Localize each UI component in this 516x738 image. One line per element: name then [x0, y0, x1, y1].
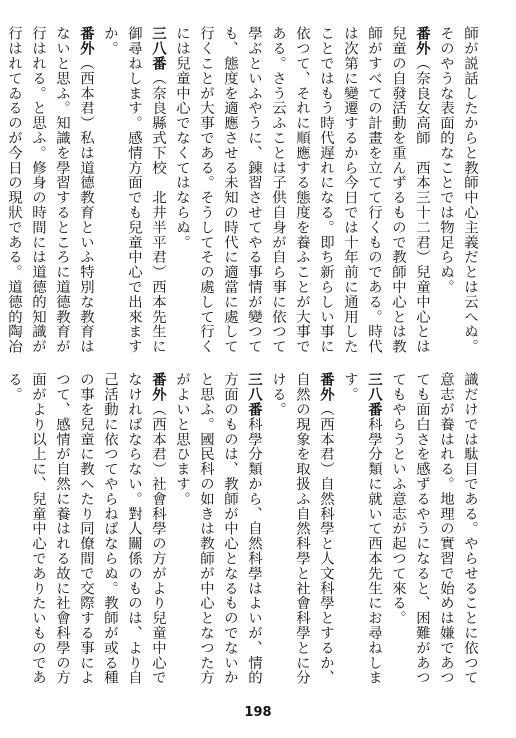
paragraph — [266, 372, 338, 694]
paragraph — [0, 26, 98, 364]
lower-text-block — [6, 372, 482, 694]
paragraph — [170, 372, 266, 694]
speaker-label: 三八番 — [246, 372, 263, 417]
speaker-label: 番外 — [78, 26, 95, 56]
paragraph-text: 科學分類に就いて西本先生にお尋ねします。 — [342, 372, 382, 685]
speaker-label: 番外 — [414, 26, 431, 56]
speaker-affiliation: （西本君） — [78, 55, 94, 131]
speaker-label: 三八番 — [366, 372, 383, 417]
paragraph — [434, 26, 482, 364]
paragraph-text: 兒童中心とは兒童の自發活動を重んずるもので教師中心とは教師がすべての計畫を立てて行くものである。時代は次第に變遷するから今日では十年前に通用したことではもう時代遅れになる。即ち新らしい事に依つて、それに順應する態度を養ふことが大事である。さう云ふことは子供自身が自ら事に依つて學ぶといふやうに、錬習させてやる事情が變つても、態度を適應させる未知の時代に適當に處して行くことが大事である。そうしてその處して行くには兒童中心でなくてはならぬ。 — [174, 26, 430, 354]
speaker-affiliation: （西本君） — [318, 401, 334, 477]
upper-text-block — [6, 26, 482, 364]
paragraph-text: 科學分類から、自然科學はよいが、情的方面のものは、教師が中心となるものでないかと思ふ。國民科の如きは教師が中心となつた方がよいと思ひます。 — [174, 372, 262, 685]
paragraph-text: 私は道德教育といふ特別な教育はないと思ふ。知識を學習するところに道德教育が行はれる。と思ふ。修身の時間には道德的知識が行はれてゐるのが今日の現狀である。道德的陶冶 — [6, 26, 94, 354]
page-number: 198 — [244, 705, 272, 720]
speaker-label: 三八番 — [150, 26, 167, 71]
paragraph — [2, 372, 170, 694]
paragraph — [386, 372, 482, 694]
paragraph-text: 師が説話したからと教師中心主義だとは云へぬ。そのやうな表面的なことでは物足らぬ。 — [438, 26, 478, 354]
speaker-affiliation: （西本君） — [150, 401, 166, 477]
paragraph — [338, 372, 386, 694]
paragraph — [98, 26, 170, 364]
paragraph-text: 社會科學の方がより兒童中心でなければならない。對人關係のものは、より自己活動に依つてやらねばならぬ。教師が或る種の事を兒童に教へたり同僚間で交際する事によつて、感情が自然に養はれる故に社會科學の方面がより以上に、兒童中心でありたいものである。 — [6, 372, 166, 685]
speaker-label: 番外 — [150, 372, 167, 402]
paragraph — [0, 372, 2, 694]
paragraph-text: 自然科學と人文科學とするか、自然の現象を取扱ふ自然科學と社會科學とに分ける。 — [270, 372, 334, 685]
speaker-affiliation: （奈良縣式下校 北井半平君） — [150, 70, 166, 280]
paragraph-text: 西本先生に御尋ねします。感情方面でも兒童中心で出來ますか。 — [102, 26, 166, 354]
speaker-label: 番外 — [318, 372, 335, 402]
paragraph — [170, 26, 434, 364]
speaker-affiliation: （奈良女高師 西本三十二君） — [414, 55, 430, 265]
paragraph-text: 識だけでは駄目である。やらせることに依つて意志が養はれる。地理の實習で始めは嫌であつても面白さを感ずるやうになると、困難があつてもやらうといふ意志が起つて來る。 — [390, 372, 478, 685]
